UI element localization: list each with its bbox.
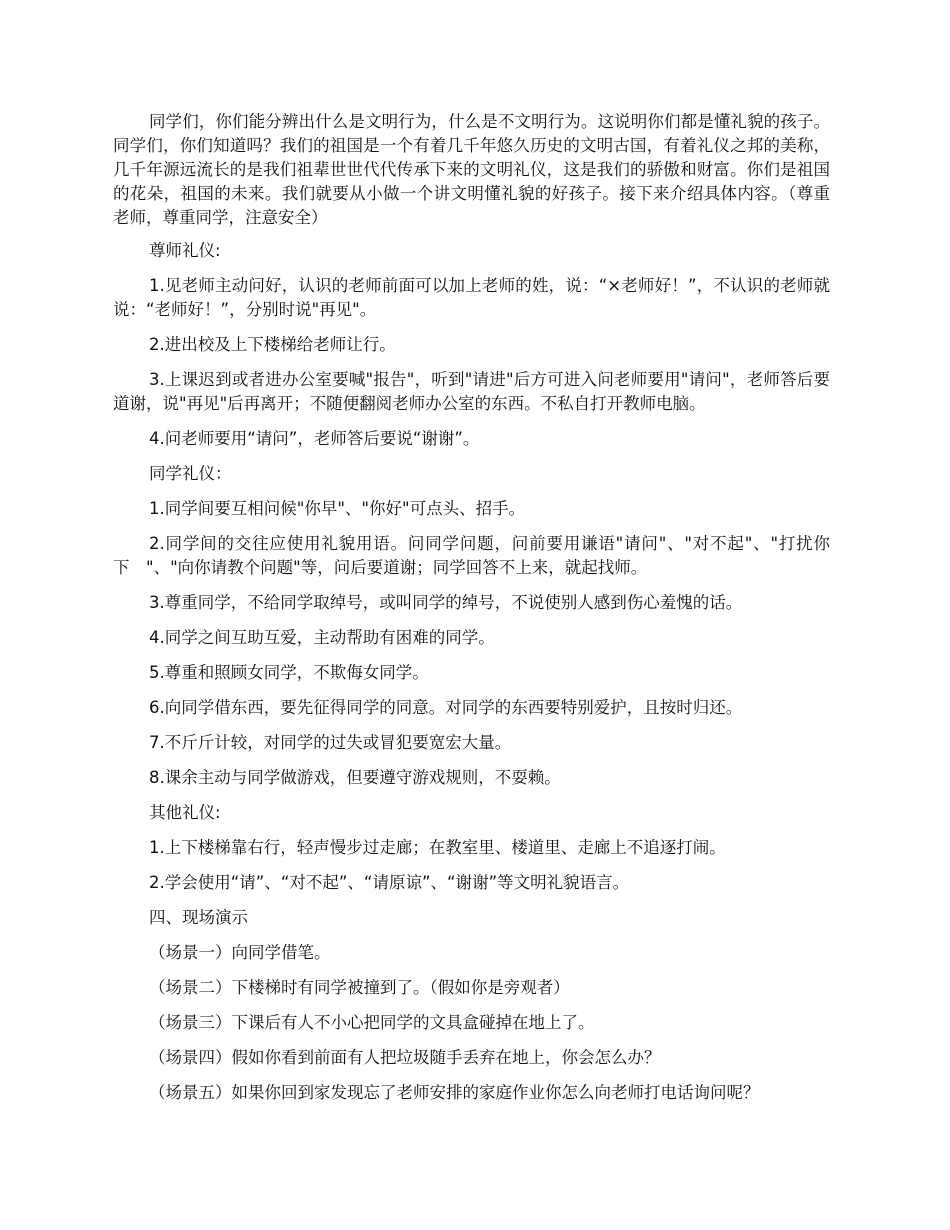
classmate-etiquette-heading: 同学礼仪： bbox=[149, 464, 232, 483]
intro-paragraph: 同学们，你们能分辨出什么是文明行为，什么是不文明行为。这说明你们都是懂礼貌的孩子。同学们，你们知道吗？我们的祖国是一个有着几千年悠久历史的文明古国，有着礼仪之邦的美称，几千年源远流长的是我们祖辈世世代代传承下来的文明礼仪，这是我们的骄傲和财富。你们是祖国的花朵，祖国的未来。我们就要从小做一个讲文明懂礼貌的好孩子。接下来介绍具体内容。（尊重老师，尊重同学，注意安全） bbox=[113, 112, 830, 227]
teacher-etiquette-heading: 尊师礼仪: bbox=[149, 241, 221, 260]
scene-4: （场景四）假如你看到前面有人把垃圾随手丢弃在地上，你会怎么办？ bbox=[149, 1048, 661, 1067]
teacher-item-2: 2.进出校及上下楼梯给老师让行。 bbox=[149, 335, 396, 354]
classmate-item-5: 5.尊重和照顾女同学，不欺侮女同学。 bbox=[149, 663, 429, 682]
other-item-2: 2.学会使用“请”、“对不起”、“请原谅”、“谢谢”等文明礼貌语言。 bbox=[149, 873, 630, 892]
scene-2: （场景二）下楼梯时有同学被撞到了。（假如你是旁观者） bbox=[149, 978, 570, 997]
classmate-item-1: 1.同学间要互相问候"你早"、"你好"可点头、招手。 bbox=[149, 499, 526, 518]
classmate-item-4: 4.同学之间互助互爱，主动帮助有困难的同学。 bbox=[149, 628, 495, 647]
classmate-item-8: 8.课余主动与同学做游戏，但要遵守游戏规则，不耍赖。 bbox=[149, 768, 561, 787]
demo-heading: 四、现场演示 bbox=[149, 908, 248, 927]
classmate-item-7: 7.不斤斤计较，对同学的过失或冒犯要宽宏大量。 bbox=[149, 733, 512, 752]
teacher-item-3: 3.上课迟到或者进办公室要喊"报告"，听到"请进"后方可进入问老师要用"请问"，老师答后要道谢，说"再见"后再离开；不随便翻阅老师办公室的东西。不私自打开教师电脑。 bbox=[113, 370, 830, 413]
other-item-1: 1.上下楼梯靠右行，轻声慢步过走廊；在教室里、楼道里、走廊上不追逐打闹。 bbox=[149, 838, 726, 857]
scene-5: （场景五）如果你回到家发现忘了老师安排的家庭作业你怎么向老师打电话询问呢？ bbox=[149, 1083, 760, 1102]
other-etiquette-heading: 其他礼仪: bbox=[149, 803, 221, 822]
teacher-item-1: 1.见老师主动问好，认识的老师前面可以加上老师的姓，说：“×老师好！”，不认识的老师就说：“老师好！”，分别时说"再见"。 bbox=[113, 276, 830, 319]
scene-3: （场景三）下课后有人不小心把同学的文具盒碰掉在地上了。 bbox=[149, 1013, 595, 1032]
classmate-item-6: 6.向同学借东西，要先征得同学的同意。对同学的东西要特别爱护，且按时归还。 bbox=[149, 698, 743, 717]
scene-1: （场景一）向同学借笔。 bbox=[149, 943, 331, 962]
classmate-item-2: 2.同学间的交往应使用礼貌用语。问同学问题，问前要用谦语"请问"、"对不起"、"打扰你下 "、"向你请教个问题"等，问后要道谢；同学回答不上来，就起找师。 bbox=[113, 534, 830, 577]
teacher-item-4: 4.问老师要用“请问”，老师答后要说“谢谢”。 bbox=[149, 429, 480, 448]
classmate-item-3: 3.尊重同学，不给同学取绰号，或叫同学的绰号，不说使别人感到伤心羞愧的话。 bbox=[149, 593, 743, 612]
